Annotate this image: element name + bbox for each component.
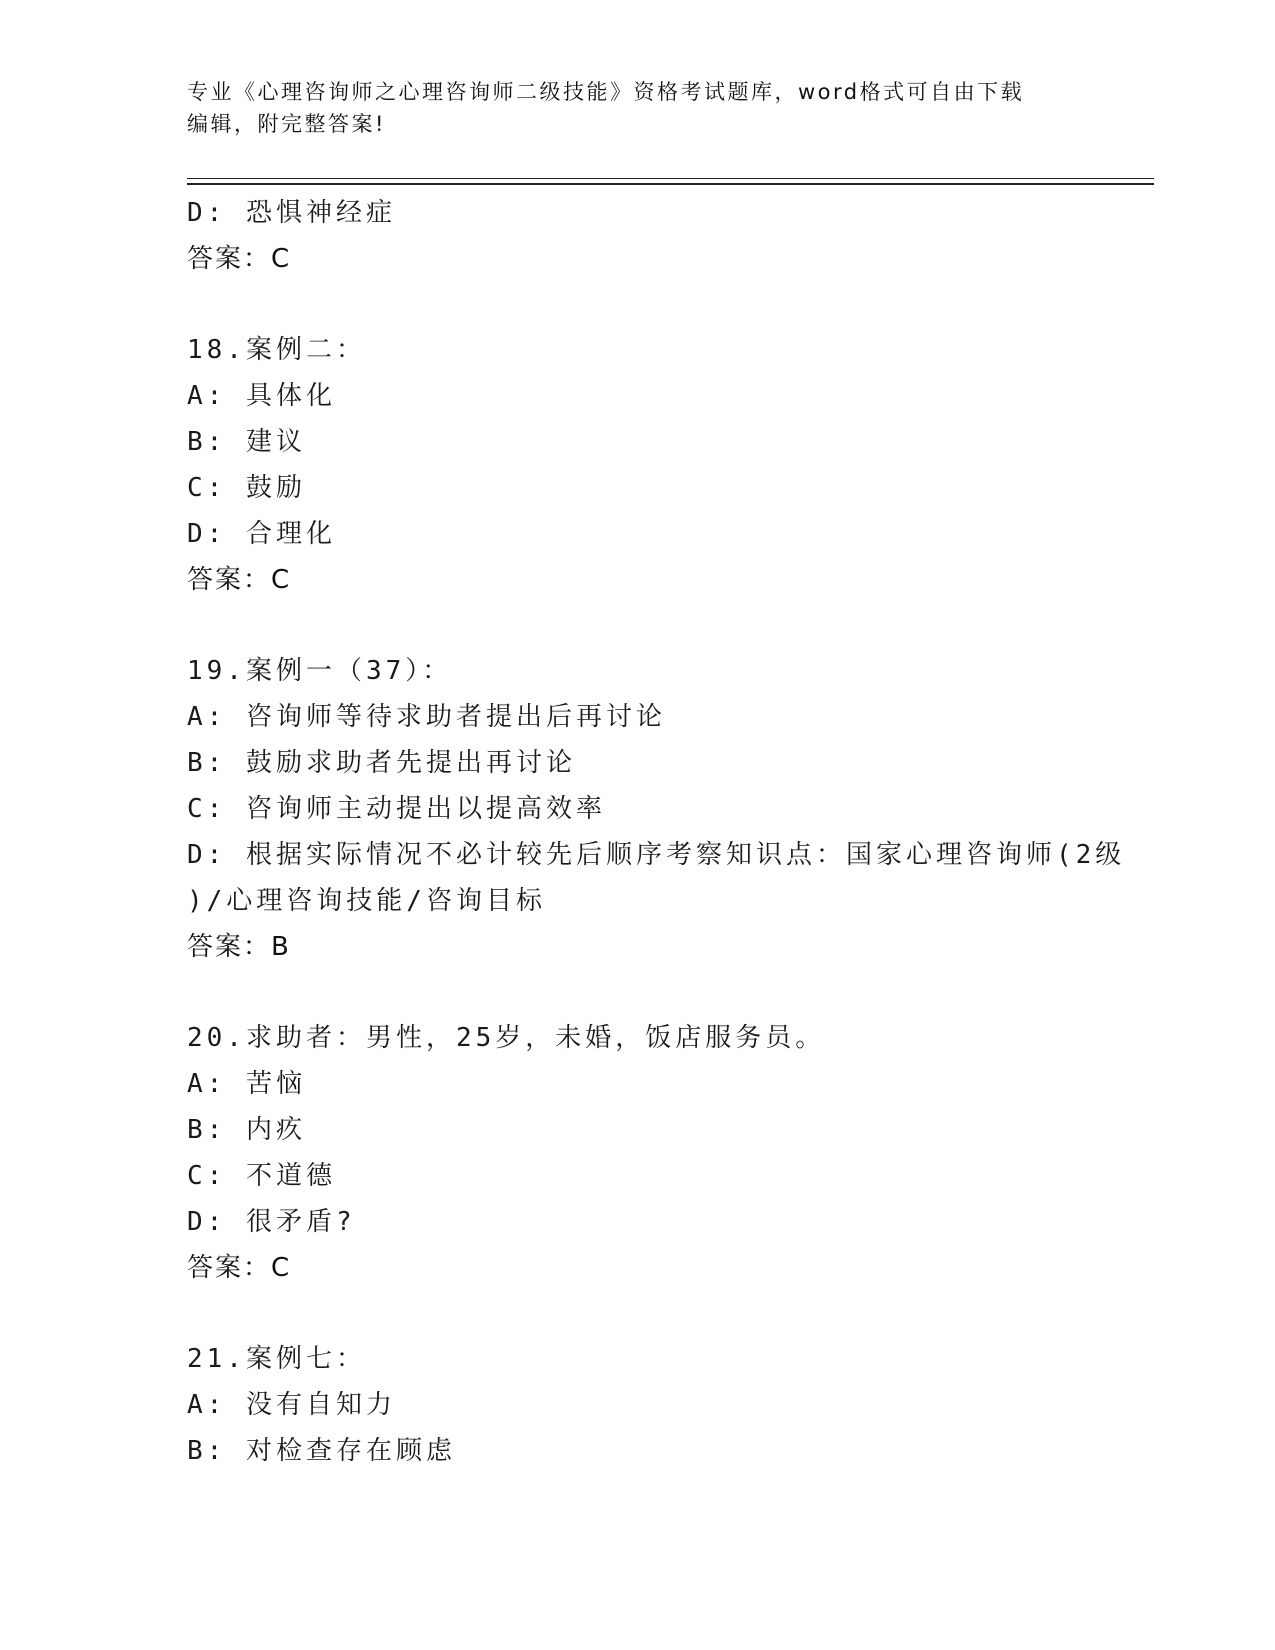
option-a: A: 没有自知力 (187, 1390, 396, 1420)
question-stem: 21.案例七： (187, 1344, 366, 1374)
option-a: A: 苦恼 (187, 1069, 306, 1099)
question-19 (187, 648, 1126, 970)
option-a: A: 具体化 (187, 381, 336, 411)
answer-line: 答案：C (187, 244, 292, 274)
option-c: C: 不道德 (187, 1161, 336, 1191)
question-stem: 20.求助者：男性，25岁，未婚，饭店服务员。 (187, 1023, 826, 1053)
option-d: D: 根据实际情况不必计较先后顺序考察知识点：国家心理咨询师(2级 (187, 840, 1126, 870)
option-a: A: 咨询师等待求助者提出后再讨论 (187, 702, 666, 732)
spacer (187, 1291, 1087, 1336)
option-c: C: 鼓励 (187, 473, 306, 503)
answer-line: 答案：B (187, 932, 291, 962)
answer-line: 答案：C (187, 565, 292, 595)
question-20 (187, 1015, 1087, 1291)
question-stem: 18.案例二： (187, 335, 366, 365)
document-header (187, 76, 1087, 140)
header-line-1: 专业《心理咨询师之心理咨询师二级技能》资格考试题库，word格式可自由下载 (187, 80, 1025, 104)
option-d: D: 合理化 (187, 519, 336, 549)
answer-line: 答案：C (187, 1253, 292, 1283)
question-18 (187, 327, 1087, 603)
spacer (187, 970, 1087, 1015)
question-21 (187, 1336, 1087, 1474)
header-line-2: 编辑，附完整答案! (187, 112, 386, 136)
header-divider-thick (187, 183, 1154, 185)
option-b: B: 建议 (187, 427, 306, 457)
question-17-fragment (187, 190, 1087, 282)
option-b: B: 内疚 (187, 1115, 306, 1145)
option-b: B: 鼓励求助者先提出再讨论 (187, 748, 576, 778)
option-b: B: 对检查存在顾虑 (187, 1436, 456, 1466)
option-d: D: 很矛盾? (187, 1207, 356, 1237)
spacer (187, 282, 1087, 327)
question-stem: 19.案例一（37）： (187, 656, 453, 686)
spacer (187, 603, 1087, 648)
option-d: D: 恐惧神经症 (187, 198, 396, 228)
header-divider-thin (187, 178, 1154, 179)
option-d-continued: )/心理咨询技能/咨询目标 (187, 886, 546, 916)
document-body (187, 190, 1126, 1474)
option-c: C: 咨询师主动提出以提高效率 (187, 794, 606, 824)
